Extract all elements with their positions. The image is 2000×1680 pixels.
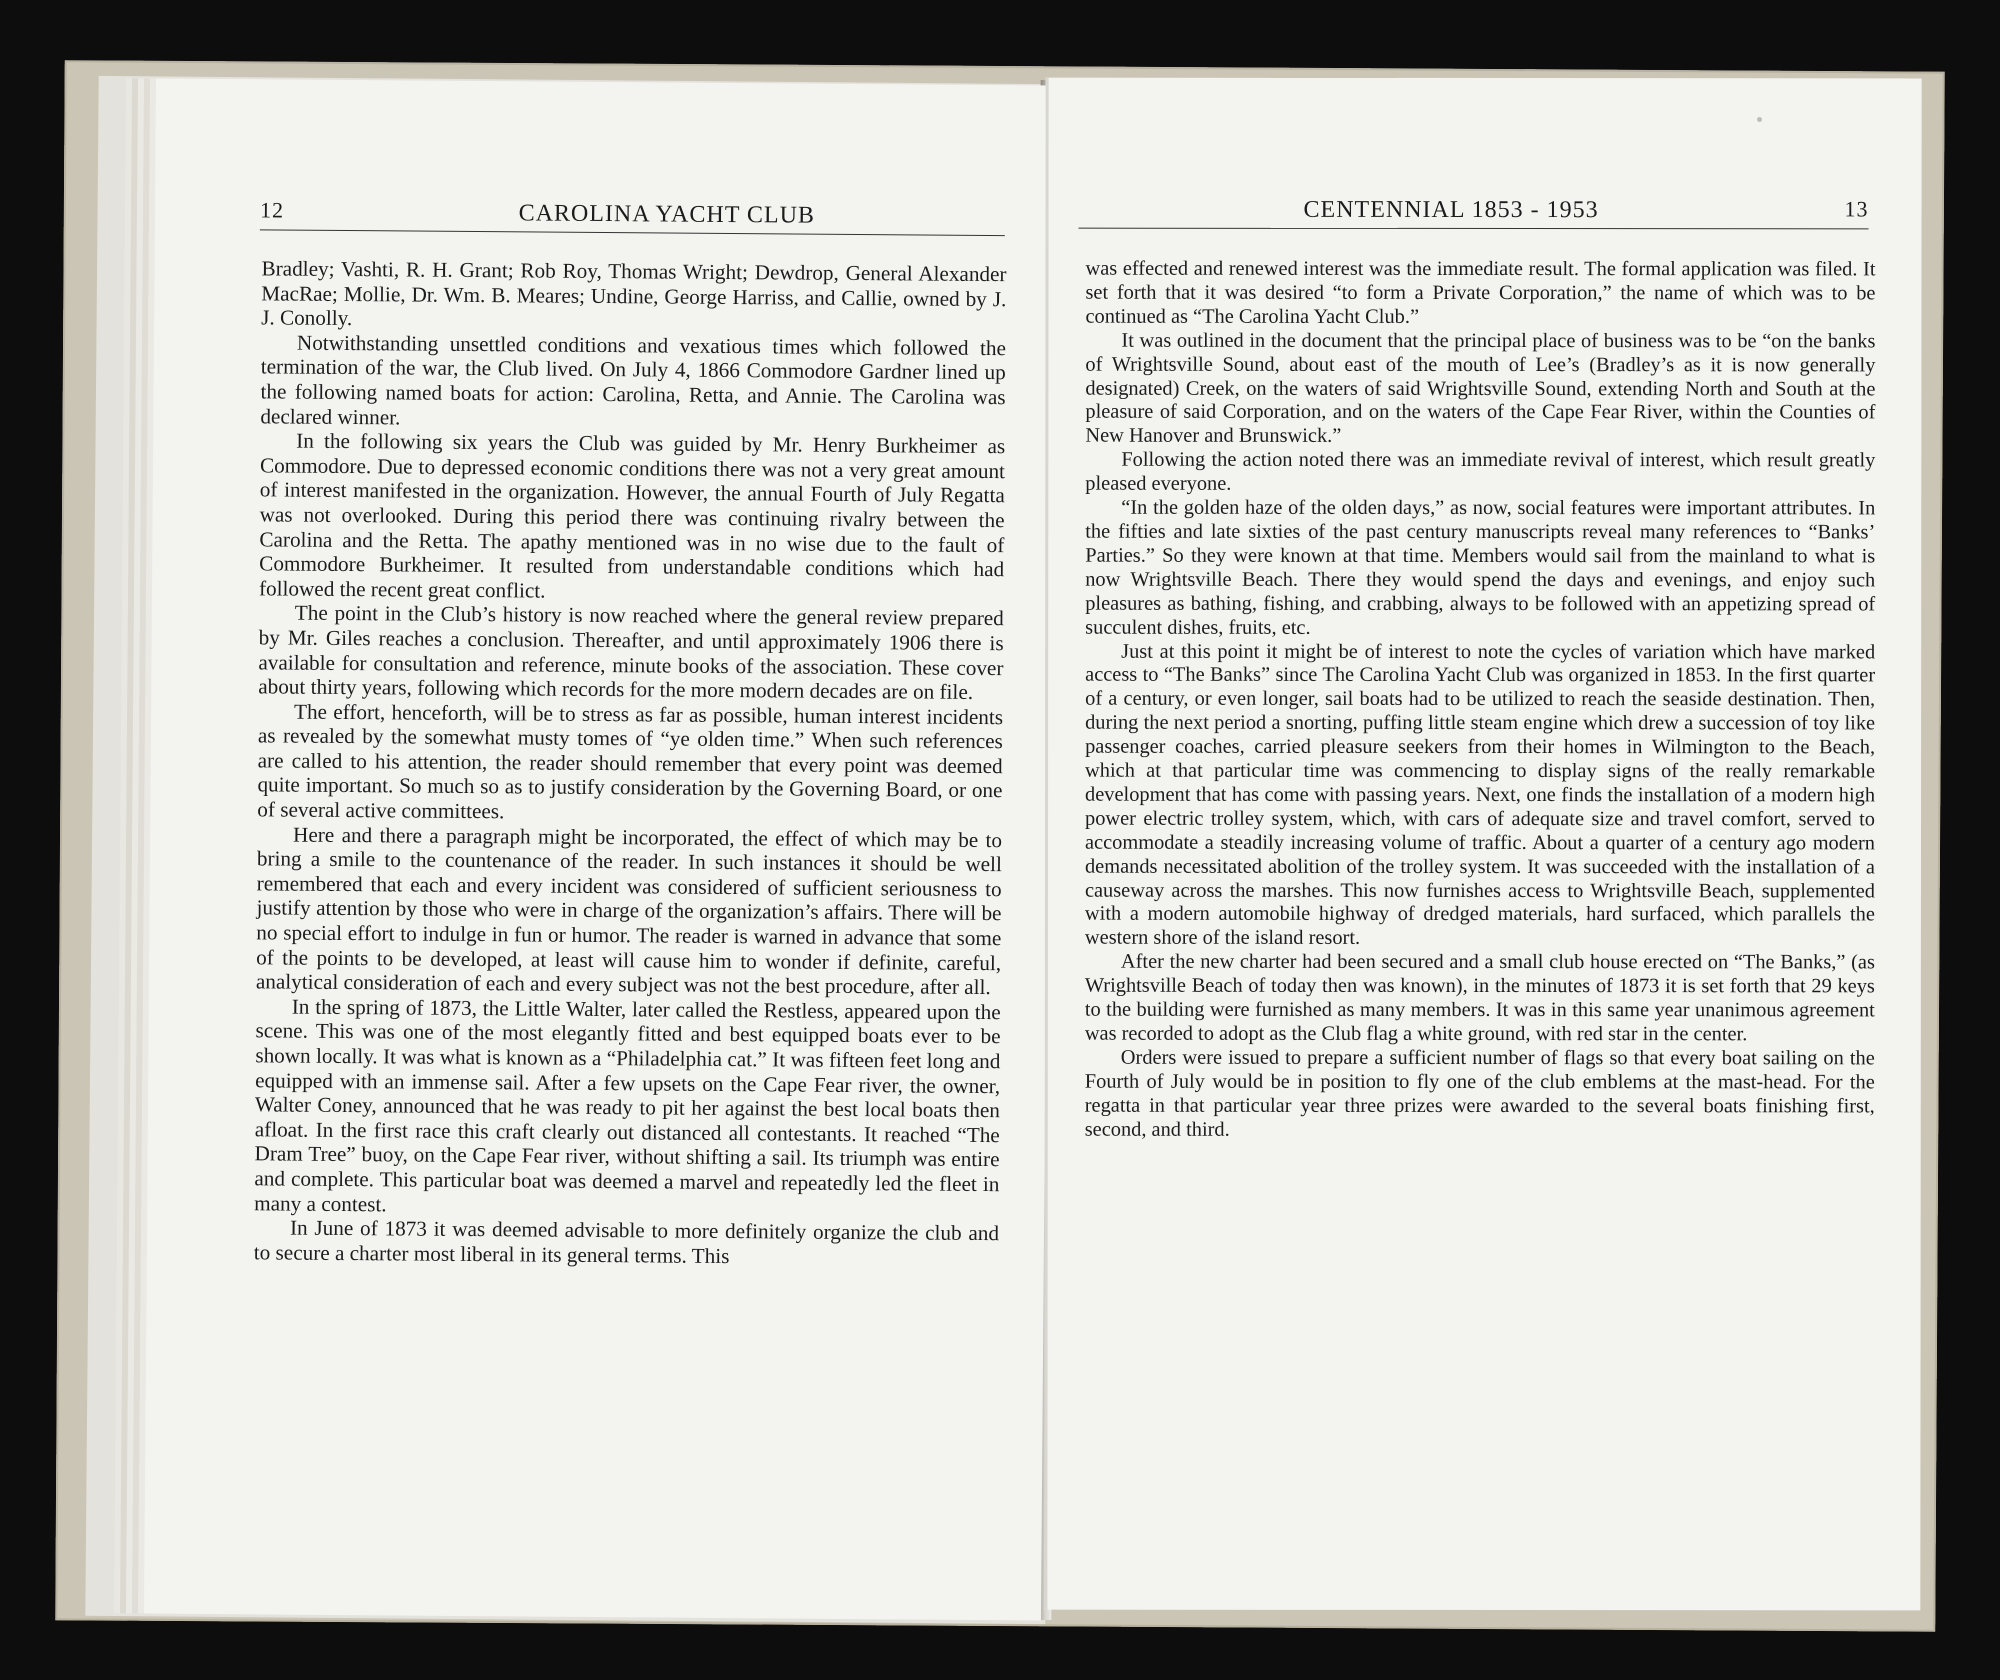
paragraph: Following the action noted there was an immediate revival of interest, which result greatly pleased everyone.	[1085, 448, 1876, 495]
paragraph: Bradley; Vashti, R. H. Grant; Rob Roy, Thomas Wright; Dewdrop, General Alexander MacRae; Mollie, Dr. Wm. B. Meares; Undine, George Harriss, and Callie, owned by J. J. Conolly.	[261, 256, 1007, 331]
paragraph: The point in the Club’s history is now reached where the general review prepared by Mr. Giles reaches a conclusion. Thereafter, and until approximately 1906 there is available for consultation and reference, minute books of the association. These cover about thirty years, following which records for the more modern decades are on file.	[258, 600, 1004, 705]
right-page-text	[1085, 258, 1876, 1143]
paragraph: Notwithstanding unsettled conditions and vexatious times which followed the termination of the war, the Club lived. On July 4, 1866 Commodore Gardner lined up the following named boats for action: Carolina, Retta, and Annie. The Carolina was declared winner.	[260, 330, 1007, 429]
right-running-head: CENTENNIAL 1853 - 1953	[1303, 196, 1599, 224]
paragraph: In the following six years the Club was guided by Mr. Henry Burkheimer as Commodore. Due to depressed economic conditions there was not a very great amount of interest manifested in the organization. However, the annual Fourth of July Regatta was not overlooked. During this period there was continuing rivalry between the Carolina and the Retta. The apathy mentioned was in no wise due to the fault of Commodore Burkheimer. It resulted from understandable conditions which had followed the recent great conflict.	[258, 428, 1006, 603]
right-page-number: 13	[1844, 196, 1869, 222]
paragraph: After the new charter had been secured and a small club house erected on “The Banks,” (as Wrightsville Beach of today then was known), in the minutes of 1873 it is set forth that 29 keys to the building were furnished as many members. It was in this same year unanimous agreement was recorded to adopt as the Club flag a white ground, with red star in the center.	[1084, 950, 1875, 1046]
paragraph: was effected and renewed interest was the immediate result. The formal application was filed. It set forth that it was desired “to form a Private Corporation,” the name of which was to be continued as “The Carolina Yacht Club.”	[1085, 257, 1876, 328]
paragraph: Here and there a paragraph might be incorporated, the effect of which may be to bring a smile to the countenance of the reader. In such instances it should be well remembered that each and every incident was considered of sufficient seriousness to justify attention by those who were in charge of the organization’s affairs. There will be no special effort to indulge in fun or humor. The reader is warned in advance that some of the points to be developed, at least will cause him to wonder if definite, careful, analytical consideration of each and every subject was not the best procedure, after all.	[255, 822, 1003, 1000]
left-page-text	[254, 256, 1007, 1270]
paragraph: The effort, henceforth, will be to stress as far as possible, human interest incidents as revealed by the somewhat musty tomes of “ye olden time.” When such references are called to his attention, the reader should remember that every point was deemed quite important. So much so as to justify consideration by the Governing Board, or one of several active committees.	[257, 699, 1004, 824]
paragraph: Orders were issued to prepare a sufficient number of flags so that every boat sailing on the Fourth of July would be in position to fly one of the club emblems at the mast-head. For the regatta in that particular year three prizes were awarded to the several boats finishing first, second, and third.	[1084, 1046, 1875, 1141]
right-page-header	[1079, 190, 1869, 230]
paragraph: In June of 1873 it was deemed advisable to more definitely organize the club and to secure a charter most liberal in its general terms. This	[253, 1215, 1000, 1268]
paragraph: “In the golden haze of the olden days,” as now, social features were important attributes. In the fifties and late sixties of the past century manuscripts reveal many references to “Banks’ Parties.” So they were known at that time. Members would sail from the mainland to what is now Wrightsville Beach. There they would spend the days and evenings, and enjoy such pleasures as bathing, fishing, and crabbing, always to be followed with an appetizing spread of succulent dishes, fruits, etc.	[1085, 496, 1876, 639]
left-running-head: CAROLINA YACHT CLUB	[518, 200, 816, 229]
left-page-header	[260, 191, 1005, 236]
left-page-number: 12	[259, 197, 285, 223]
paragraph: Just at this point it might be of interest to note the cycles of variation which have marked access to “The Banks” since The Carolina Yacht Club was organized in 1853. In the first quarter of a century, or even longer, sail boats had to be utilized to reach the seaside destination. Then, during the next period a snorting, puffing little steam engine which drew a succession of toy like passenger coaches, carried pleasure seekers from their homes in Wilmington to the Beach, which at that particular time was commencing to display signs of the really remarkable development that has come with passing years. Next, one finds the installation of a modern high power electric trolley system, which, with cars of adequate size and travel comfort, served to accommodate a steadily increasing volume of traffic. About a quarter of a century ago modern demands necessitated abolition of the trolley system. It was succeeded with the installation of a causeway across the marshes. This now furnishes access to Wrightsville Beach, supplemented with a modern automobile highway of dredged materials, hard surfaced, which parallels the western shore of the island resort.	[1084, 640, 1876, 950]
paper-fleck	[1757, 117, 1762, 122]
right-page	[1044, 78, 1921, 1611]
paragraph: In the spring of 1873, the Little Walter, later called the Restless, appeared upon the scene. This was one of the most elegantly fitted and best equipped boats ever to be shown locally. It was what is known as a “Philadelphia cat.” It was fifteen feet long and equipped with an immense sail. After a few upsets on the Cape Fear river, the owner, Walter Coney, announced that he was ready to pit her against the best local boats then afloat. In the first race this craft clearly out distanced all contestants. It reached “The Dram Tree” buoy, on the Cape Fear river, without shifting a sail. Its triumph was entire and complete. This particular boat was deemed a marvel and repeatedly led the fleet in many a contest.	[254, 994, 1001, 1216]
left-page	[144, 79, 1053, 1621]
paragraph: It was outlined in the document that the principal place of business was to be “on the banks of Wrightsville Sound, about east of the mouth of Lee’s (Bradley’s as it is now generally designated) Creek, on the waters of said Wrightsville Sound, extending North and South at the pleasure of said Corporation, and on the waters of the Cape Fear River, within the Counties of New Hanover and Brunswick.”	[1085, 329, 1876, 448]
